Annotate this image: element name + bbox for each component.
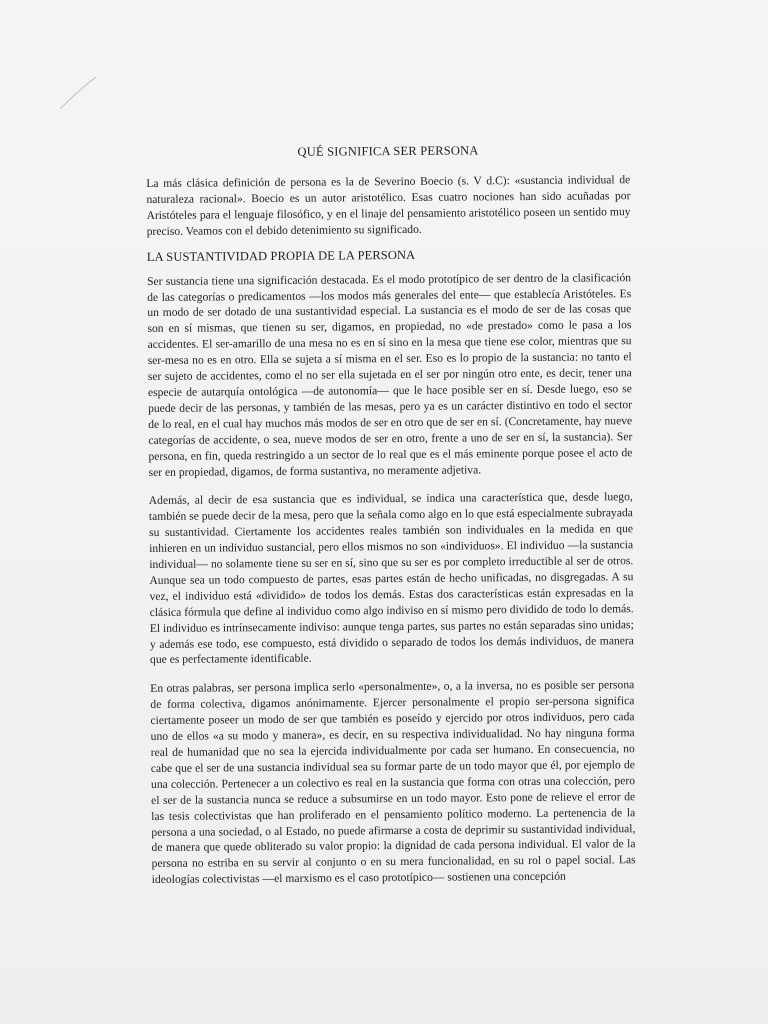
body-paragraph-2: Además, al decir de esa sustancia que es individual, se indica una característica que, desde luego, también se puede decir de la mesa, pero que la señala como algo en lo que está especialmente subrayada su sustantividad. Ciertamente los accidentes reales también son individuales en la medida en que inhieren en un individuo sustancial, pero ellos mismos no son «individuos». El individuo —la sustancia individual— no solamente tiene su ser en sí, sino que su ser es por completo irreductible al ser de otros. Aunque sea un todo compuesto de partes, esas partes están de hecho unificadas, no disgregadas. A su vez, el individuo está «dividido» de todos los demás. Estas dos características están expresadas en la clásica fórmula que define al individuo como algo indiviso en sí mismo pero dividido de todo lo demás. El individuo es intrínsecamente indiviso: aunque tenga partes, sus partes no están separadas sino unidas; y además ese todo, ese compuesto, está dividido o separado de todos los demás individuos, de manera que es perfectamente identificable. bbox=[148, 490, 634, 667]
pen-mark-icon bbox=[58, 75, 98, 111]
body-paragraph-1: Ser sustancia tiene una significación destacada. Es el modo prototípico de ser dentro de la clasificación de las categorías o predicamentos —los modos más generales del ente— que establecía Aristóteles. Es un modo de ser dotado de una sustantividad especial. La sustancia es el modo de ser de las cosas que son en sí mismas, que tienen su ser, digamos, en propiedad, no «de prestado» como le pasa a los accidentes. El ser-amarillo de una mesa no es en sí sino en la mesa que tiene ese color, mientras que su ser-mesa no es en otro. Ella se sujeta a sí misma en el ser. Eso es lo propio de la sustancia: no tanto el ser sujeto de accidentes, como el no ser ella sujetada en el ser por ningún otro ente, es decir, tener una especie de autarquía ontológica —de autonomía— que le hace posible ser en sí. Desde luego, eso se puede decir de las personas, y también de las mesas, pero ya es un carácter distintivo en todo el sector de lo real, en el cual hay muchos más modos de ser en otro que de ser en sí. (Concretamente, hay nueve categorías de accidente, o sea, nueve modos de ser en otro, frente a uno de ser en sí, la sustancia). Ser persona, en fin, queda restringido a un sector de lo real que es el más eminente porque posee el acto de ser en propiedad, digamos, de forma sustantiva, no meramente adjetiva. bbox=[147, 270, 633, 479]
intro-paragraph: La más clásica definición de persona es la de Severino Boecio (s. V d.C): «sustancia individual de naturaleza racional». Boecio es un autor aristotélico. Esas cuatro nociones han sido acuñadas por Aristóteles para el lenguaje filosófico, y en el linaje del pensamiento aristotélico poseen un sentido muy preciso. Veamos con el debido detenimiento su significado. bbox=[146, 173, 631, 238]
document-title: QUÉ SIGNIFICA SER PERSONA bbox=[297, 143, 479, 159]
section-heading: LA SUSTANTIVIDAD PROPIA DE LA PERSONA bbox=[146, 247, 416, 264]
document-body bbox=[146, 142, 636, 901]
body-paragraph-3: En otras palabras, ser persona implica serlo «personalmente», o, a la inversa, no es posible ser persona de forma colectiva, digamos anónimamente. Ejercer personalmente el propio ser-persona significa ciertamente poseer un modo de ser que también es poseído y ejercido por otros individuos, pero cada uno de ellos «a su modo y manera», es decir, en su respectiva individualidad. No hay ninguna forma real de humanidad que no sea la ejercida individualmente por cada ser humano. En consecuencia, no cabe que el ser de una sustancia individual sea su formar parte de un todo mayor que él, por ejemplo de una colección. Pertenecer a un colectivo es real en la sustancia que forma con otras una colección, pero el ser de la sustancia nunca se reduce a subsumirse en un todo mayor. Esto pone de relieve el error de las tesis colectivistas que han proliferado en el pensamiento político moderno. La pertenencia de la persona a una sociedad, o al Estado, no puede afirmarse a costa de deprimir su sustantividad individual, de manera que quede obliterado su valor propio: la dignidad de cada persona individual. El valor de la persona no estriba en su servir al conjunto o en su mera funcionalidad, en su rol o papel social. Las ideologías colectivistas —el marxismo es el caso prototípico— sostienen una concepción bbox=[150, 678, 636, 887]
